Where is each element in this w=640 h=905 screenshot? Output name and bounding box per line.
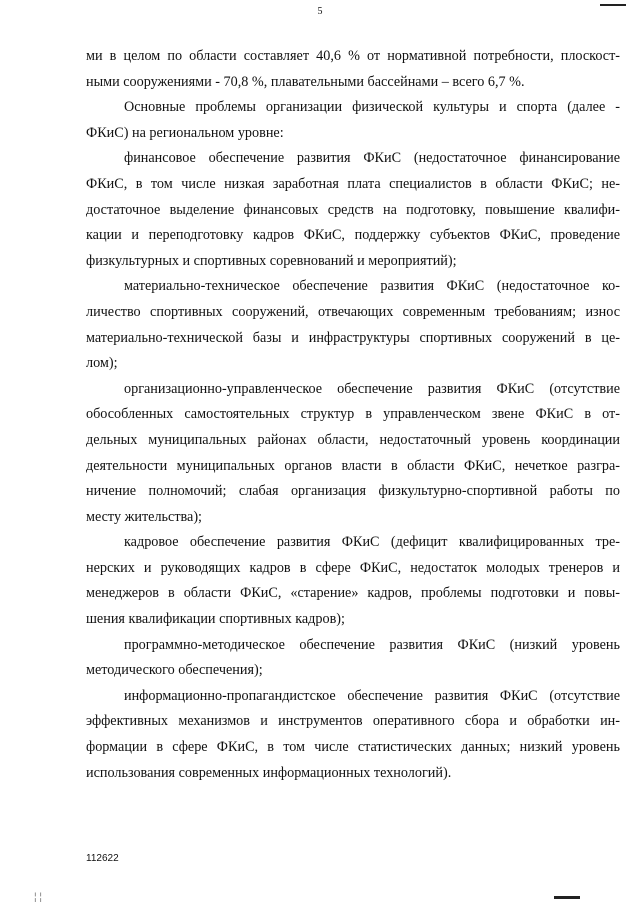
text-line: личество спортивных сооружений, отвечающих современным требованиям; износ	[86, 303, 620, 320]
text-line: месту жительства);	[86, 508, 202, 525]
text-line: кадровое обеспечение развития ФКиС (дефицит квалифицированных тре-	[124, 534, 620, 551]
text-line: достаточное выделение финансовых средств на подготовку, повышение квалифи-	[86, 201, 620, 218]
paragraph	[86, 44, 620, 95]
scan-edge-mark-left: ¦ ¦	[34, 892, 42, 903]
paragraph	[86, 95, 620, 146]
paragraph	[86, 274, 620, 376]
paragraph	[86, 530, 620, 632]
text-line: дельных муниципальных районах области, недостаточный уровень координации	[86, 431, 620, 448]
text-line: нерских и руководящих кадров в сфере ФКиС, недостаток молодых тренеров и	[86, 559, 620, 576]
text-line: шения квалификации спортивных кадров);	[86, 611, 345, 628]
scan-corner-mark	[600, 4, 626, 6]
paragraph	[86, 633, 620, 684]
document-code: 112622	[86, 853, 119, 864]
paragraph	[86, 146, 620, 274]
text-line: менеджеров в области ФКиС, «старение» кадров, проблемы подготовки и повы-	[86, 585, 620, 602]
text-line: ФКиС) на региональном уровне:	[86, 124, 284, 141]
text-line: физкультурных и спортивных соревнований и мероприятий);	[86, 252, 457, 269]
text-line: ными сооружениями - 70,8 %, плавательными бассейнами – всего 6,7 %.	[86, 73, 525, 90]
text-line: лом);	[86, 355, 118, 372]
text-line: использования современных информационных технологий).	[86, 764, 452, 781]
text-line: обособленных самостоятельных структур в управленческом звене ФКиС в от-	[86, 406, 620, 423]
page-number: 5	[317, 6, 323, 17]
text-line: материально-техническое обеспечение развития ФКиС (недостаточное ко-	[124, 278, 620, 295]
text-line: информационно-пропагандистское обеспечение развития ФКиС (отсутствие	[124, 687, 620, 704]
text-line: программно-методическое обеспечение развития ФКиС (низкий уровень	[124, 636, 620, 653]
document-body	[86, 44, 620, 786]
text-line: финансовое обеспечение развития ФКиС (недостаточное финансирование	[124, 150, 620, 167]
text-line: ми в целом по области составляет 40,6 % от нормативной потребности, плоскост-	[86, 48, 620, 64]
scan-edge-mark-right	[554, 896, 580, 899]
text-line: формации в сфере ФКиС, в том числе статистических данных; низкий уровень	[86, 739, 620, 756]
text-line: методического обеспечения);	[86, 662, 263, 679]
text-line: кации и переподготовку кадров ФКиС, поддержку субъектов ФКиС, проведение	[86, 227, 620, 244]
text-line: эффективных механизмов и инструментов оперативного сбора и обработки ин-	[86, 713, 620, 730]
text-line: организационно-управленческое обеспечение развития ФКиС (отсутствие	[124, 380, 620, 397]
paragraph	[86, 377, 620, 531]
paragraph	[86, 684, 620, 786]
text-line: Основные проблемы организации физической культуры и спорта (далее -	[124, 99, 620, 116]
text-line: деятельности муниципальных органов власти в области ФКиС, нечеткое разгра-	[86, 457, 620, 474]
text-line: материально-технической базы и инфраструктуры спортивных сооружений в це-	[86, 329, 620, 346]
text-line: ничение полномочий; слабая организация физкультурно-спортивной работы по	[86, 483, 620, 500]
text-line: ФКиС, в том числе низкая заработная плата специалистов в области ФКиС; не-	[86, 175, 620, 192]
